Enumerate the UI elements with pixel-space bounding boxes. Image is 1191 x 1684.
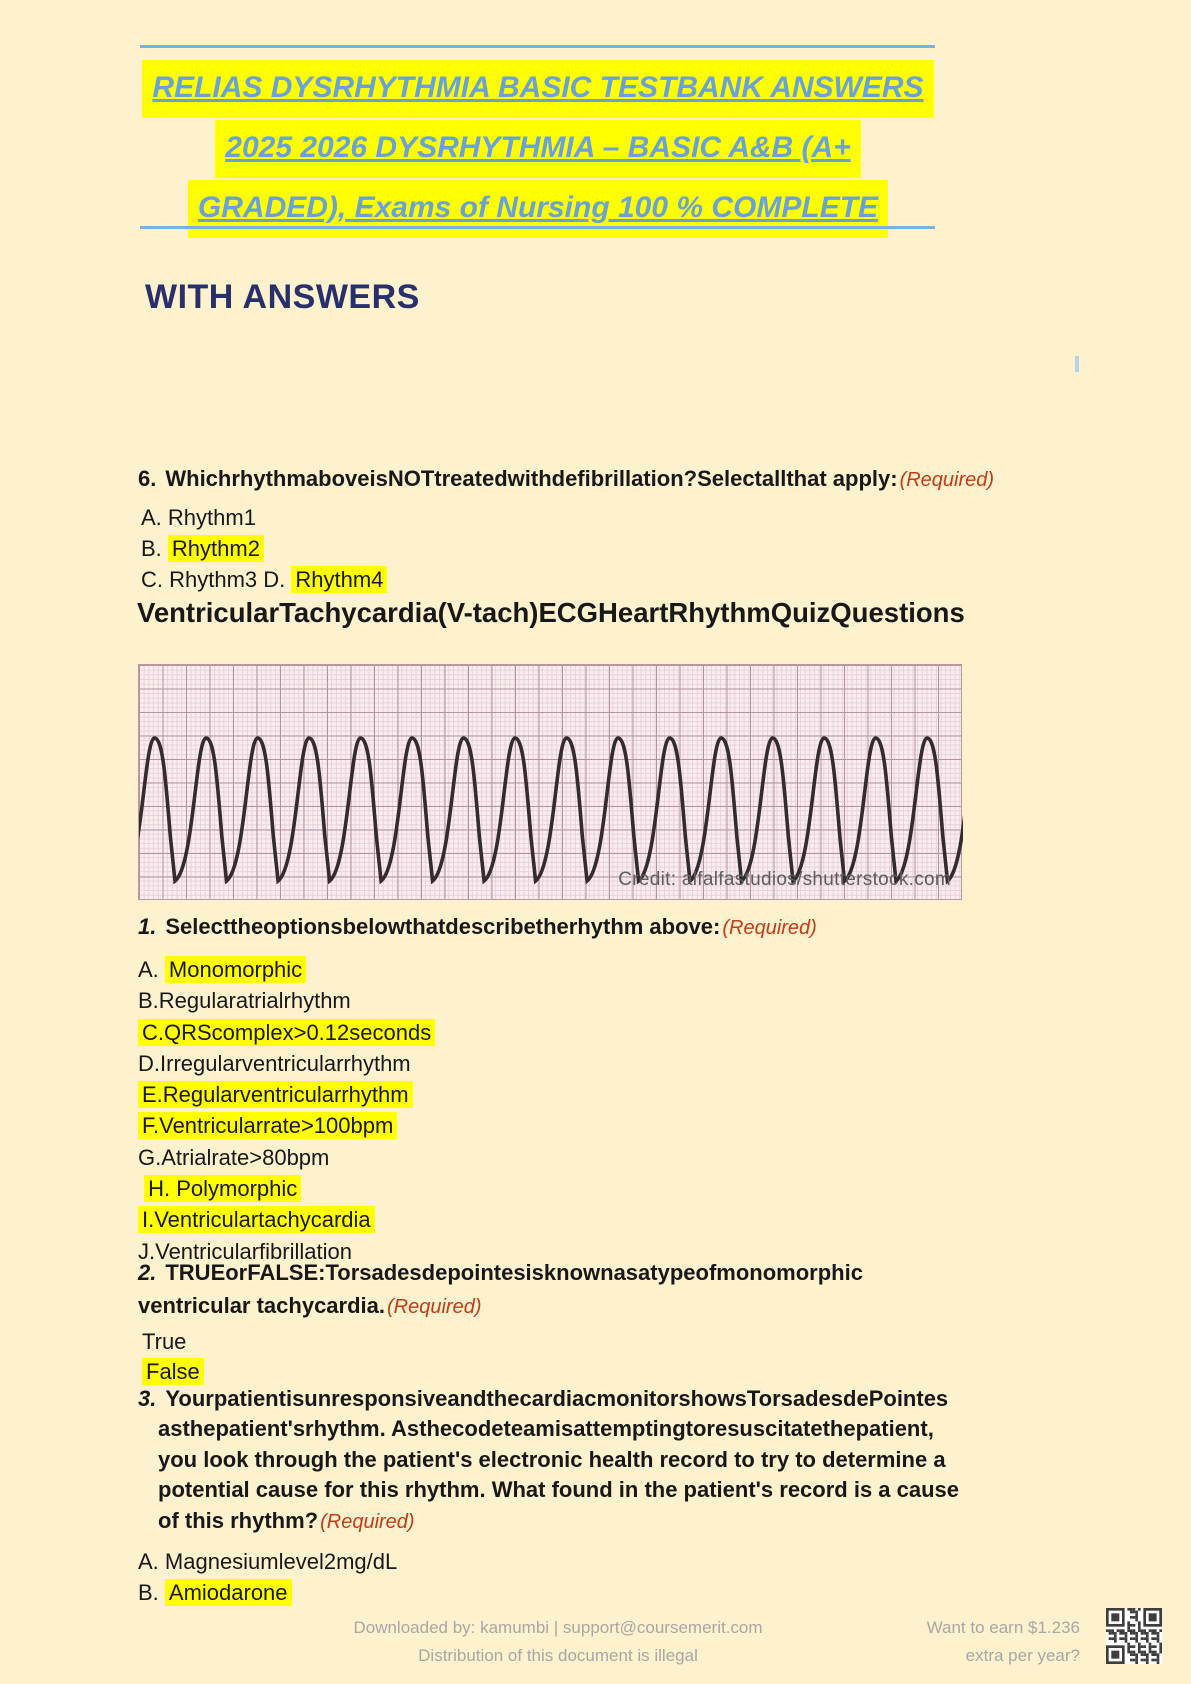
required-label: (Required) xyxy=(387,1296,482,1318)
option-line: False xyxy=(138,1357,863,1387)
footer-downloaded-line: Downloaded by: kamumbi | support@coursemerit.com xyxy=(353,1618,763,1637)
question-stem-text: Selecttheoptionsbelowthatdescribetherhythm above: xyxy=(165,914,721,939)
question-2 xyxy=(138,1256,863,1387)
title-divider-rule xyxy=(140,226,935,229)
question-number: 1. xyxy=(138,914,157,939)
earn-line-1: Want to earn $1.236 xyxy=(926,1618,1080,1637)
option-line: H. Polymorphic xyxy=(138,1173,817,1204)
question-stem-line: you look through the patient's electronic health record to try to determine a xyxy=(158,1446,946,1472)
text-cursor-mark xyxy=(1075,356,1079,372)
question-stem-line: 3. YourpatientisunresponsiveandthecardiacmonitorshowsTorsadesdePointes xyxy=(138,1386,949,1411)
option-line: A. Rhythm1 xyxy=(141,505,256,530)
ecg-credit: Credit: alfalfastudios/shutterstock.com xyxy=(618,869,951,890)
question-stem-text: ventricular tachycardia. xyxy=(138,1293,386,1318)
question-number: 2. xyxy=(138,1260,157,1285)
required-label: (Required) xyxy=(899,469,995,491)
question-stem-line: potential cause for this rhythm. What found in the patient's record is a cause xyxy=(158,1477,960,1503)
question-6-options xyxy=(138,502,994,595)
option-line: F.Ventricularrate>100bpm xyxy=(138,1110,817,1141)
question-6 xyxy=(138,464,994,595)
question-stem-line: asthepatient'srhythm. Asthecodeteamisattemptingtoresuscitatethepatient, xyxy=(158,1416,934,1442)
option-line: D.Irregularventricularrhythm xyxy=(138,1050,411,1076)
option-line: J.Ventricularfibrillation xyxy=(138,1238,352,1264)
option-line: I.Ventriculartachycardia xyxy=(138,1204,817,1235)
question-1-options xyxy=(138,954,817,1267)
question-stem-line: of this rhythm? (Required) xyxy=(158,1507,415,1533)
question-2-stem-line1 xyxy=(138,1256,863,1289)
question-stem-text: TRUEorFALSE:Torsadesdepointesisknownasatypeofmonomorphic xyxy=(165,1260,863,1285)
question-3-options xyxy=(138,1546,959,1608)
question-3 xyxy=(138,1384,959,1608)
question-1-stem xyxy=(138,912,817,943)
section-heading: VentricularTachycardia(V-tach)ECGHeartRhythmQuizQuestions xyxy=(137,597,965,628)
option-line: True xyxy=(142,1329,187,1354)
qr-code xyxy=(1106,1608,1162,1664)
footer-warning-line: Distribution of this document is illegal xyxy=(418,1646,698,1665)
required-label: (Required) xyxy=(722,917,817,939)
option-line: C.QRScomplex>0.12seconds xyxy=(138,1017,817,1048)
option-line: B.Regularatrialrhythm xyxy=(138,988,351,1014)
question-number: 6. xyxy=(138,466,157,491)
option-line: E.Regularventricularrhythm xyxy=(138,1079,817,1110)
option-line: G.Atrialrate>80bpm xyxy=(138,1144,330,1170)
title-line-1: RELIAS DYSRHYTHMIA BASIC TESTBANK ANSWERS xyxy=(142,60,933,118)
option-line: B. Rhythm2 xyxy=(138,533,994,564)
option-line: A. Monomorphic xyxy=(138,954,817,985)
question-6-stem xyxy=(138,464,994,495)
document-title xyxy=(128,60,948,240)
footer-earn-text xyxy=(880,1614,1080,1670)
ecg-waveform xyxy=(139,665,963,901)
ecg-strip-image xyxy=(138,664,962,900)
question-1 xyxy=(138,912,817,1267)
subtitle-with-answers: WITH ANSWERS xyxy=(145,278,420,316)
question-3-stem xyxy=(138,1384,959,1537)
option-line: B. Amiodarone xyxy=(138,1577,959,1608)
earn-line-2: extra per year? xyxy=(965,1646,1080,1665)
question-stem-text: WhichrhythmaboveisNOTtreatedwithdefibrillation?Selectallthat apply: xyxy=(165,466,898,491)
footer xyxy=(138,1614,978,1670)
title-line-3: GRADED), Exams of Nursing 100 % COMPLETE xyxy=(188,180,888,238)
option-line: A. Magnesiumlevel2mg/dL xyxy=(138,1549,398,1575)
top-divider-rule xyxy=(140,45,935,48)
required-label: (Required) xyxy=(320,1510,415,1533)
question-2-options xyxy=(138,1327,863,1387)
title-line-2: 2025 2026 DYSRHYTHMIA – BASIC A&B (A+ xyxy=(215,120,860,178)
option-line: C. Rhythm3 D. Rhythm4 xyxy=(138,564,994,595)
question-2-stem-line2 xyxy=(138,1289,863,1324)
